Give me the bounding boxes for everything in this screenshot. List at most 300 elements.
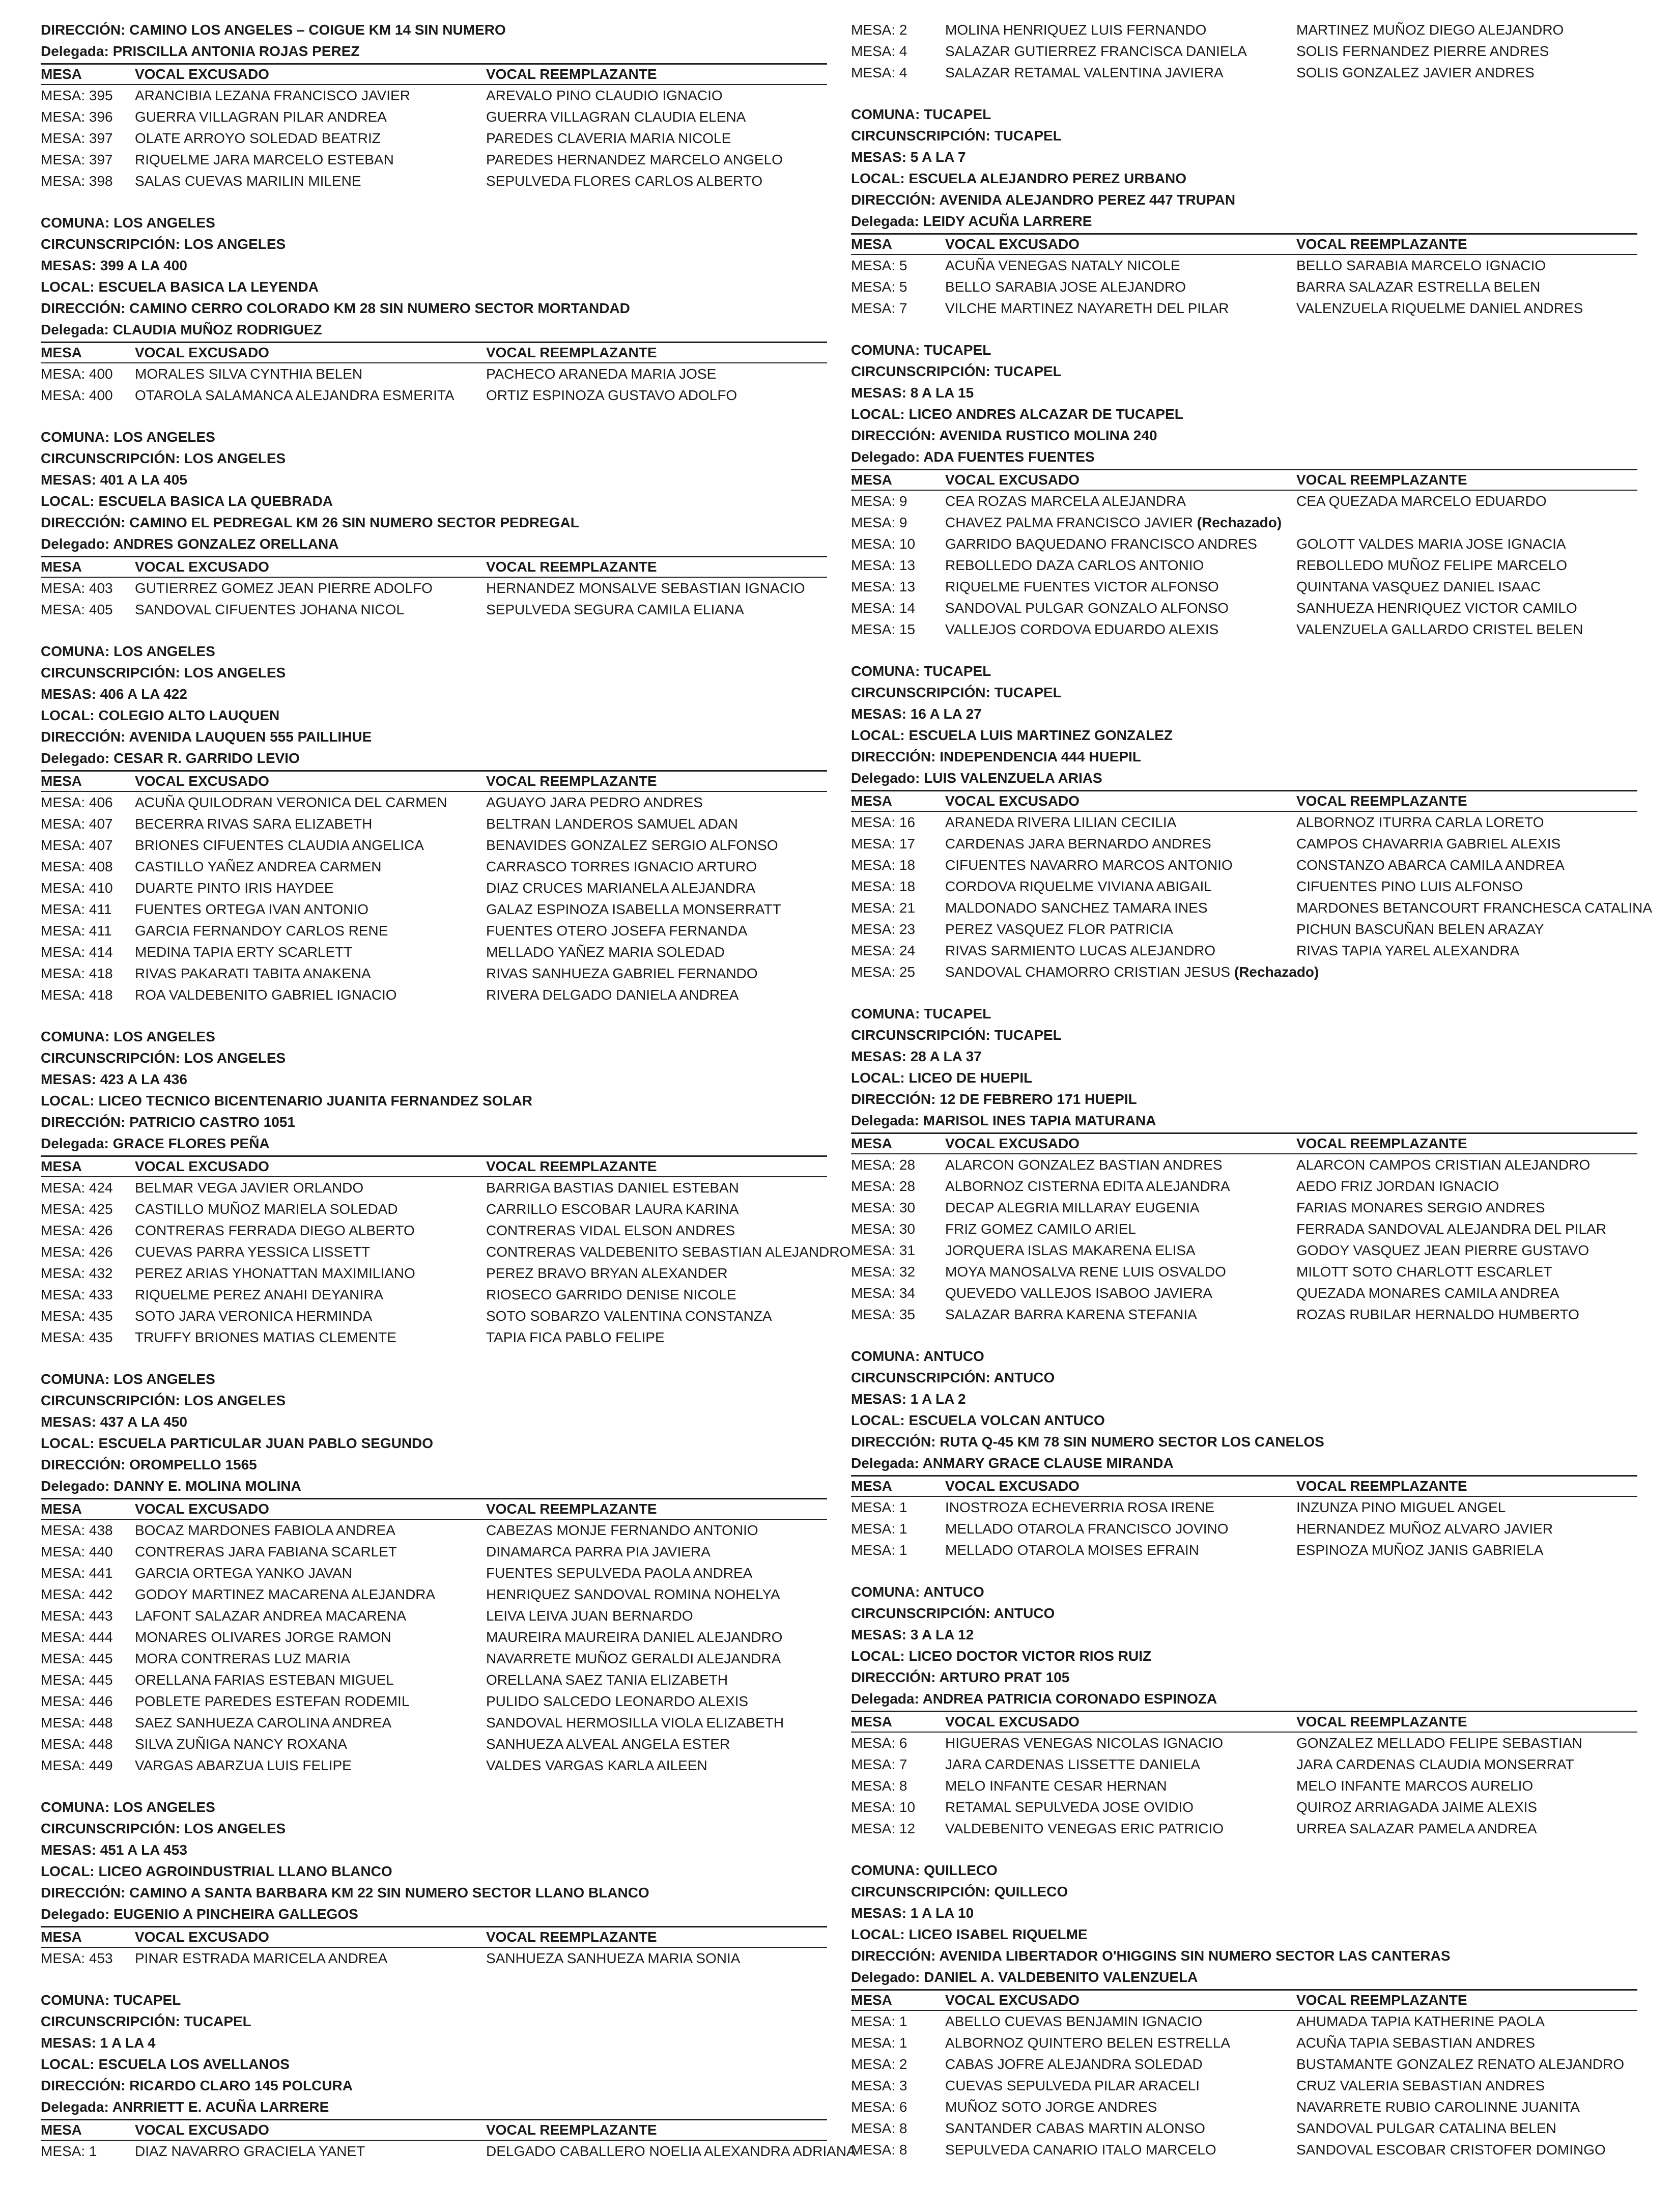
cell-vocal-excusado <box>945 1240 1296 1261</box>
info-label: Delegada: <box>41 322 113 337</box>
col-header-reemplazante: VOCAL REEMPLAZANTE <box>486 345 657 360</box>
table-row <box>851 2054 1637 2075</box>
cell-vocal-excusado <box>945 2096 1296 2118</box>
cell-vocal-excusado <box>135 877 486 899</box>
info-label: COMUNA: <box>851 106 924 122</box>
cell-vocal-reemplazante: VALDES VARGAS KARLA AILEEN <box>486 1757 707 1773</box>
info-value: LOS ANGELES <box>184 1821 286 1836</box>
info-value: ANMARY GRACE CLAUSE MIRANDA <box>922 1455 1174 1471</box>
table-row <box>41 1541 827 1563</box>
table-row <box>41 1306 827 1327</box>
info-value: PRISCILLA ANTONIA ROJAS PEREZ <box>112 43 360 59</box>
cell-vocal-reemplazante: CIFUENTES PINO LUIS ALFONSO <box>1296 878 1523 894</box>
info-label: Delegada: <box>851 1691 923 1707</box>
col-header-mesa: MESA <box>41 2122 82 2138</box>
info-line <box>851 1067 1637 1089</box>
info-label: MESAS: <box>41 258 100 273</box>
cell-vocal-reemplazante: ORTIZ ESPINOZA GUSTAVO ADOLFO <box>486 387 737 403</box>
info-line <box>851 1431 1637 1453</box>
cell-vocal-reemplazante: DINAMARCA PARRA PIA JAVIERA <box>486 1544 711 1559</box>
info-label: DIRECCIÓN: <box>851 192 940 208</box>
info-value: INDEPENDENCIA 444 HUEPIL <box>940 749 1141 764</box>
right-column <box>851 19 1653 2181</box>
cell-vocal-reemplazante: VALENZUELA GALLARDO CRISTEL BELEN <box>1296 621 1583 637</box>
excusado-name: VALLEJOS CORDOVA EDUARDO ALEXIS <box>945 621 1219 637</box>
polling-place-block <box>851 104 1637 319</box>
excusado-name: CUEVAS SEPULVEDA PILAR ARACELI <box>945 2078 1200 2093</box>
table-row <box>41 128 827 149</box>
info-label: Delegada: <box>851 213 923 229</box>
cell-vocal-reemplazante: BELTRAN LANDEROS SAMUEL ADAN <box>486 816 738 832</box>
table-row <box>41 1263 827 1284</box>
info-value: MARISOL INES TAPIA MATURANA <box>923 1113 1156 1128</box>
info-value: AVENIDA LAUQUEN 555 PAILLIHUE <box>129 729 372 745</box>
info-value: ANRRIETT E. ACUÑA LARRERE <box>112 2099 329 2115</box>
cell-vocal-excusado <box>135 1327 486 1348</box>
excusado-name: JORQUERA ISLAS MAKARENA ELISA <box>945 1242 1196 1258</box>
info-value: ESCUELA PARTICULAR JUAN PABLO SEGUNDO <box>98 1435 434 1451</box>
info-value: 12 DE FEBRERO 171 HUEPIL <box>940 1091 1137 1107</box>
table-row <box>41 1199 827 1220</box>
info-label: MESAS: <box>41 2035 100 2051</box>
info-label: CIRCUNSCRIPCIÓN: <box>41 236 184 252</box>
col-header-reemplazante: VOCAL REEMPLAZANTE <box>486 773 657 789</box>
info-label: LOCAL: <box>851 1926 909 1942</box>
excusado-name: VARGAS ABARZUA LUIS FELIPE <box>135 1757 352 1773</box>
info-line <box>41 1797 827 1818</box>
table-header <box>851 233 1637 255</box>
info-line <box>41 1861 827 1882</box>
cell-mesa: MESA: 445 <box>41 1672 113 1688</box>
info-value: 3 A LA 12 <box>910 1627 974 1642</box>
excusado-name: PEREZ VASQUEZ FLOR PATRICIA <box>945 921 1174 937</box>
cell-vocal-reemplazante: BARRA SALAZAR ESTRELLA BELEN <box>1296 279 1541 295</box>
cell-vocal-reemplazante: FERRADA SANDOVAL ALEJANDRA DEL PILAR <box>1296 1221 1606 1237</box>
table-row <box>851 812 1637 833</box>
cell-vocal-excusado <box>135 835 486 856</box>
excusado-name: MELLADO OTAROLA FRANCISCO JOVINO <box>945 1521 1229 1537</box>
cell-mesa: MESA: 7 <box>851 300 907 316</box>
cell-vocal-excusado <box>945 855 1296 876</box>
cell-vocal-reemplazante: NAVARRETE RUBIO CAROLINNE JUANITA <box>1296 2099 1580 2115</box>
info-label: Delegado: <box>851 770 924 786</box>
info-value: OROMPELLO 1565 <box>129 1457 257 1472</box>
excusado-name: GARCIA FERNANDOY CARLOS RENE <box>135 923 388 939</box>
col-header-excusado: VOCAL EXCUSADO <box>135 1501 269 1517</box>
polling-place-block <box>41 427 827 620</box>
table-row <box>41 984 827 1006</box>
info-line <box>41 705 827 726</box>
cell-vocal-excusado <box>945 1497 1296 1518</box>
col-header-mesa: MESA <box>851 793 892 809</box>
table-row <box>851 1775 1637 1797</box>
excusado-name: ROA VALDEBENITO GABRIEL IGNACIO <box>135 987 397 1003</box>
excusado-name: POBLETE PAREDES ESTEFAN RODEMIL <box>135 1693 410 1709</box>
excusado-name: GUERRA VILLAGRAN PILAR ANDREA <box>135 109 387 125</box>
cell-vocal-reemplazante: TAPIA FICA PABLO FELIPE <box>486 1329 665 1345</box>
cell-vocal-reemplazante: ALBORNOZ ITURRA CARLA LORETO <box>1296 814 1544 830</box>
cell-mesa: MESA: 405 <box>41 602 113 617</box>
info-label: Delegada: <box>851 1113 923 1128</box>
excusado-name: MALDONADO SANCHEZ TAMARA INES <box>945 900 1208 916</box>
table-row <box>41 856 827 877</box>
info-label: MESAS: <box>851 706 911 722</box>
excusado-name: CABAS JOFRE ALEJANDRA SOLEDAD <box>945 2056 1203 2072</box>
info-label: LOCAL: <box>41 1435 99 1451</box>
cell-vocal-excusado <box>135 1712 486 1734</box>
table-row <box>41 942 827 963</box>
cell-vocal-excusado <box>135 1605 486 1627</box>
info-line <box>851 1110 1637 1131</box>
col-header-excusado: VOCAL EXCUSADO <box>945 793 1080 809</box>
col-header-excusado: VOCAL EXCUSADO <box>135 2122 269 2138</box>
info-value: COLEGIO ALTO LAUQUEN <box>98 707 280 723</box>
info-value: 16 A LA 27 <box>910 706 982 722</box>
cell-mesa: MESA: 411 <box>41 923 112 939</box>
info-line <box>851 168 1637 189</box>
polling-place-block <box>41 1369 827 1776</box>
info-value: ESCUELA LOS AVELLANOS <box>98 2056 290 2072</box>
info-line <box>41 1133 827 1154</box>
cell-vocal-reemplazante: BELLO SARABIA MARCELO IGNACIO <box>1296 258 1546 273</box>
table-row <box>851 255 1637 276</box>
cell-mesa: MESA: 13 <box>851 579 916 594</box>
info-line <box>851 1646 1637 1667</box>
cell-mesa: MESA: 438 <box>41 1522 113 1538</box>
info-line <box>41 1476 827 1497</box>
info-line <box>851 361 1637 382</box>
cell-mesa: MESA: 397 <box>41 152 113 167</box>
cell-mesa: MESA: 403 <box>41 580 113 596</box>
cell-vocal-reemplazante: RIVAS TAPIA YAREL ALEXANDRA <box>1296 943 1520 958</box>
cell-vocal-reemplazante: QUIROZ ARRIAGADA JAIME ALEXIS <box>1296 1799 1538 1815</box>
info-value: AVENIDA LIBERTADOR O'HIGGINS SIN NUMERO SECTOR LAS CANTERAS <box>939 1948 1451 1964</box>
cell-mesa: MESA: 426 <box>41 1223 113 1238</box>
excusado-name: BELLO SARABIA JOSE ALEJANDRO <box>945 279 1186 295</box>
table-row <box>41 363 827 385</box>
info-line <box>851 1903 1637 1924</box>
cell-vocal-excusado <box>135 599 486 620</box>
excusado-name: SALAZAR BARRA KARENA STEFANIA <box>945 1307 1197 1322</box>
excusado-name: ALBORNOZ QUINTERO BELEN ESTRELLA <box>945 2035 1231 2051</box>
info-line <box>851 125 1637 147</box>
cell-vocal-reemplazante: PULIDO SALCEDO LEONARDO ALEXIS <box>486 1693 749 1709</box>
cell-vocal-reemplazante: FUENTES OTERO JOSEFA FERNANDA <box>486 923 748 939</box>
cell-mesa: MESA: 448 <box>41 1715 113 1731</box>
table-row <box>41 1712 827 1734</box>
cell-vocal-reemplazante: MARDONES BETANCOURT FRANCHESCA CATALINA <box>1296 900 1653 916</box>
cell-vocal-excusado <box>945 598 1296 619</box>
col-header-excusado: VOCAL EXCUSADO <box>945 472 1080 488</box>
info-value: LOS ANGELES <box>113 1371 215 1387</box>
table-row <box>851 961 1637 983</box>
excusado-name: ALBORNOZ CISTERNA EDITA ALEJANDRA <box>945 1178 1230 1194</box>
table-row <box>851 897 1653 919</box>
info-value: ADA FUENTES FUENTES <box>923 449 1095 465</box>
info-label: DIRECCIÓN: <box>41 300 130 316</box>
table-row <box>851 1304 1637 1325</box>
cell-vocal-reemplazante: BARRIGA BASTIAS DANIEL ESTEBAN <box>486 1180 739 1196</box>
table-row <box>41 171 827 192</box>
cell-mesa: MESA: 395 <box>41 88 113 103</box>
cell-mesa: MESA: 448 <box>41 1736 113 1752</box>
cell-vocal-reemplazante: SOLIS GONZALEZ JAVIER ANDRES <box>1296 65 1535 80</box>
cell-mesa: MESA: 21 <box>851 900 916 916</box>
info-label: DIRECCIÓN: <box>851 1948 940 1964</box>
info-value: AVENIDA ALEJANDRO PEREZ 447 TRUPAN <box>939 192 1236 208</box>
cell-vocal-excusado <box>135 1584 486 1605</box>
col-header-reemplazante: VOCAL REEMPLAZANTE <box>486 1158 657 1174</box>
col-header-mesa: MESA <box>851 236 892 252</box>
table-row <box>851 876 1637 897</box>
cell-vocal-excusado <box>135 106 486 128</box>
info-value: CAMINO CERRO COLORADO KM 28 SIN NUMERO SECTOR MORTANDAD <box>129 300 630 316</box>
info-value: LICEO ANDRES ALCAZAR DE TUCAPEL <box>909 406 1183 422</box>
info-line <box>41 1882 827 1904</box>
info-value: DANIEL A. VALDEBENITO VALENZUELA <box>924 1969 1198 1985</box>
cell-vocal-excusado <box>945 19 1296 41</box>
info-value: LICEO TECNICO BICENTENARIO JUANITA FERNANDEZ SOLAR <box>98 1093 532 1109</box>
info-label: CIRCUNSCRIPCIÓN: <box>41 1050 184 1066</box>
cell-mesa: MESA: 3 <box>851 2078 907 2093</box>
info-label: MESAS: <box>851 1048 911 1064</box>
cell-vocal-excusado <box>945 2054 1296 2075</box>
info-label: COMUNA: <box>41 1992 114 2008</box>
table-header <box>41 770 827 792</box>
col-header-reemplazante: VOCAL REEMPLAZANTE <box>1296 1136 1467 1151</box>
info-line <box>41 469 827 491</box>
table-row <box>851 598 1637 619</box>
cell-vocal-excusado <box>945 1775 1296 1797</box>
cell-mesa: MESA: 406 <box>41 795 113 810</box>
info-line <box>41 2011 827 2032</box>
info-line <box>41 533 827 555</box>
info-line <box>41 1818 827 1839</box>
cell-mesa: MESA: 446 <box>41 1693 113 1709</box>
table-row <box>851 1261 1637 1283</box>
info-line <box>851 339 1637 361</box>
info-line <box>851 211 1637 232</box>
cell-vocal-excusado <box>945 2118 1296 2139</box>
cell-mesa: MESA: 453 <box>41 1950 113 1966</box>
cell-vocal-reemplazante: ALARCON CAMPOS CRISTIAN ALEJANDRO <box>1296 1157 1591 1173</box>
info-value: LICEO AGROINDUSTRIAL LLANO BLANCO <box>98 1863 392 1879</box>
info-value: TUCAPEL <box>994 363 1062 379</box>
cell-mesa: MESA: 30 <box>851 1221 916 1237</box>
cell-mesa: MESA: 31 <box>851 1242 916 1258</box>
excusado-name: PINAR ESTRADA MARICELA ANDREA <box>135 1950 388 1966</box>
table-row <box>851 1540 1637 1561</box>
cell-mesa: MESA: 17 <box>851 836 916 852</box>
cell-mesa: MESA: 6 <box>851 2099 907 2115</box>
cell-vocal-excusado <box>945 533 1296 555</box>
col-header-excusado: VOCAL EXCUSADO <box>945 1136 1080 1151</box>
cell-vocal-reemplazante: BUSTAMANTE GONZALEZ RENATO ALEJANDRO <box>1296 2056 1625 2072</box>
info-value: AVENIDA RUSTICO MOLINA 240 <box>939 428 1157 443</box>
table-row <box>851 298 1637 319</box>
cell-vocal-excusado <box>135 1541 486 1563</box>
cell-vocal-reemplazante: SANDOVAL ESCOBAR CRISTOFER DOMINGO <box>1296 2142 1606 2158</box>
table-row <box>851 555 1637 576</box>
excusado-name: ARANEDA RIVERA LILIAN CECILIA <box>945 814 1177 830</box>
cell-vocal-excusado <box>945 1304 1296 1325</box>
excusado-name: ABELLO CUEVAS BENJAMIN IGNACIO <box>945 2014 1203 2029</box>
cell-mesa: MESA: 15 <box>851 621 916 637</box>
cell-vocal-excusado <box>135 171 486 192</box>
cell-vocal-excusado <box>945 812 1296 833</box>
cell-mesa: MESA: 10 <box>851 1799 916 1815</box>
excusado-name: CHAVEZ PALMA FRANCISCO JAVIER <box>945 515 1193 530</box>
table-row <box>41 1177 827 1199</box>
cell-mesa: MESA: 400 <box>41 387 113 403</box>
info-line <box>851 1624 1637 1646</box>
cell-mesa: MESA: 5 <box>851 258 907 273</box>
polling-place-block <box>41 19 827 192</box>
polling-place-block <box>41 1026 851 1348</box>
info-value: 406 A LA 422 <box>100 686 187 702</box>
cell-mesa: MESA: 1 <box>851 1499 907 1515</box>
info-value: LICEO ISABEL RIQUELME <box>909 1926 1088 1942</box>
excusado-name: SANTANDER CABAS MARTIN ALONSO <box>945 2120 1205 2136</box>
col-header-excusado: VOCAL EXCUSADO <box>135 559 269 575</box>
excusado-name: GARCIA ORTEGA YANKO JAVAN <box>135 1565 352 1581</box>
info-value: TUCAPEL <box>924 342 991 358</box>
table-row <box>851 2096 1637 2118</box>
info-label: CIRCUNSCRIPCIÓN: <box>851 128 995 144</box>
table-row <box>41 813 827 835</box>
info-label: LOCAL: <box>41 2056 99 2072</box>
info-line <box>851 1367 1637 1388</box>
info-label: Delegado: <box>41 536 113 552</box>
cell-vocal-reemplazante: CEA QUEZADA MARCELO EDUARDO <box>1296 493 1547 509</box>
cell-vocal-reemplazante: HERNANDEZ MONSALVE SEBASTIAN IGNACIO <box>486 580 805 596</box>
cell-vocal-reemplazante: ORELLANA SAEZ TANIA ELIZABETH <box>486 1672 728 1688</box>
table-row <box>41 877 827 899</box>
cell-mesa: MESA: 425 <box>41 1201 113 1217</box>
cell-vocal-excusado <box>135 963 486 984</box>
info-label: Delegado: <box>851 449 924 465</box>
cell-mesa: MESA: 445 <box>41 1651 113 1666</box>
polling-place-block <box>851 19 1637 83</box>
col-header-mesa: MESA <box>851 1714 892 1729</box>
info-value: CAMINO LOS ANGELES – COIGUE KM 14 SIN NUMERO <box>129 22 506 38</box>
cell-vocal-reemplazante: SEPULVEDA SEGURA CAMILA ELIANA <box>486 602 744 617</box>
table-row <box>851 1818 1637 1839</box>
info-line <box>851 1924 1637 1945</box>
cell-vocal-excusado <box>135 1669 486 1691</box>
cell-vocal-excusado <box>135 1306 486 1327</box>
excusado-name: MEDINA TAPIA ERTY SCARLETT <box>135 944 353 960</box>
table-row <box>851 2075 1637 2096</box>
table-row <box>41 1605 827 1627</box>
cell-mesa: MESA: 18 <box>851 857 916 873</box>
info-line <box>41 748 827 769</box>
cell-vocal-excusado <box>135 363 486 385</box>
cell-vocal-reemplazante: GODOY VASQUEZ JEAN PIERRE GUSTAVO <box>1296 1242 1589 1258</box>
info-line <box>851 1688 1637 1710</box>
info-label: MESAS: <box>851 385 911 401</box>
info-value: LOS ANGELES <box>113 643 215 659</box>
excusado-name: CARDENAS JARA BERNARDO ANDRES <box>945 836 1211 852</box>
info-value: 437 A LA 450 <box>100 1414 187 1430</box>
cell-mesa: MESA: 411 <box>41 901 112 917</box>
cell-mesa: MESA: 407 <box>41 837 113 853</box>
col-header-mesa: MESA <box>41 1158 82 1174</box>
excusado-name: BECERRA RIVAS SARA ELIZABETH <box>135 816 373 832</box>
info-value: LOS ANGELES <box>113 1029 215 1044</box>
info-line <box>851 682 1637 703</box>
info-line <box>41 276 827 298</box>
excusado-name: BELMAR VEGA JAVIER ORLANDO <box>135 1180 364 1196</box>
cell-vocal-reemplazante: MAUREIRA MAUREIRA DANIEL ALEJANDRO <box>486 1629 783 1645</box>
cell-vocal-excusado <box>945 961 1319 983</box>
cell-mesa: MESA: 18 <box>851 878 916 894</box>
excusado-name: MELLADO OTAROLA MOISES EFRAIN <box>945 1542 1199 1558</box>
cell-vocal-reemplazante: AEDO FRIZ JORDAN IGNACIO <box>1296 1178 1499 1194</box>
cell-vocal-excusado <box>945 2139 1296 2161</box>
cell-mesa: MESA: 435 <box>41 1329 113 1345</box>
info-value: ESCUELA LUIS MARTINEZ GONZALEZ <box>909 727 1173 743</box>
cell-vocal-excusado <box>135 899 486 920</box>
excusado-name: ORELLANA FARIAS ESTEBAN MIGUEL <box>135 1672 394 1688</box>
info-line <box>41 255 827 276</box>
info-label: LOCAL: <box>851 727 909 743</box>
table-row <box>851 62 1637 83</box>
col-header-excusado: VOCAL EXCUSADO <box>945 236 1080 252</box>
table-header <box>851 469 1637 491</box>
cell-mesa: MESA: 418 <box>41 966 113 981</box>
cell-vocal-excusado <box>945 1218 1296 1240</box>
info-label: MESAS: <box>41 686 100 702</box>
info-value: 5 A LA 7 <box>910 149 966 165</box>
info-label: CIRCUNSCRIPCIÓN: <box>851 1370 994 1385</box>
info-value: QUILLECO <box>924 1862 998 1878</box>
table-row <box>41 385 827 406</box>
table-header <box>41 1155 827 1177</box>
excusado-name: MORALES SILVA CYNTHIA BELEN <box>135 366 363 382</box>
table-row <box>851 855 1637 876</box>
table-header <box>851 1989 1637 2011</box>
info-line <box>41 298 827 319</box>
excusado-name: ALARCON GONZALEZ BASTIAN ANDRES <box>945 1157 1223 1173</box>
cell-mesa: MESA: 444 <box>41 1629 113 1645</box>
cell-vocal-reemplazante: INZUNZA PINO MIGUEL ANGEL <box>1296 1499 1506 1515</box>
cell-vocal-reemplazante: ESPINOZA MUÑOZ JANIS GABRIELA <box>1296 1542 1544 1558</box>
info-value: QUILLECO <box>994 1884 1068 1899</box>
cell-vocal-excusado <box>135 385 486 406</box>
info-label: COMUNA: <box>851 1862 924 1878</box>
excusado-name: MORA CONTRERAS LUZ MARIA <box>135 1651 351 1666</box>
info-value: LOS ANGELES <box>184 236 286 252</box>
info-label: Delegado: <box>41 750 114 766</box>
excusado-name: SALAZAR GUTIERREZ FRANCISCA DANIELA <box>945 43 1247 59</box>
col-header-mesa: MESA <box>41 345 82 360</box>
excusado-name: ACUÑA VENEGAS NATALY NICOLE <box>945 258 1180 273</box>
col-header-excusado: VOCAL EXCUSADO <box>135 1158 269 1174</box>
col-header-mesa: MESA <box>41 66 82 82</box>
cell-mesa: MESA: 396 <box>41 109 113 125</box>
col-header-excusado: VOCAL EXCUSADO <box>135 1929 269 1945</box>
info-label: Delegada: <box>41 1136 113 1151</box>
table-row <box>851 1754 1637 1775</box>
info-line <box>41 1112 827 1133</box>
cell-vocal-reemplazante: RIVERA DELGADO DANIELA ANDREA <box>486 987 739 1003</box>
table-row <box>41 1584 827 1605</box>
excusado-name: RIQUELME PEREZ ANAHI DEYANIRA <box>135 1287 384 1302</box>
cell-vocal-reemplazante: VALENZUELA RIQUELME DANIEL ANDRES <box>1296 300 1583 316</box>
left-column <box>41 19 856 2182</box>
excusado-name: RIVAS PAKARATI TABITA ANAKENA <box>135 966 371 981</box>
